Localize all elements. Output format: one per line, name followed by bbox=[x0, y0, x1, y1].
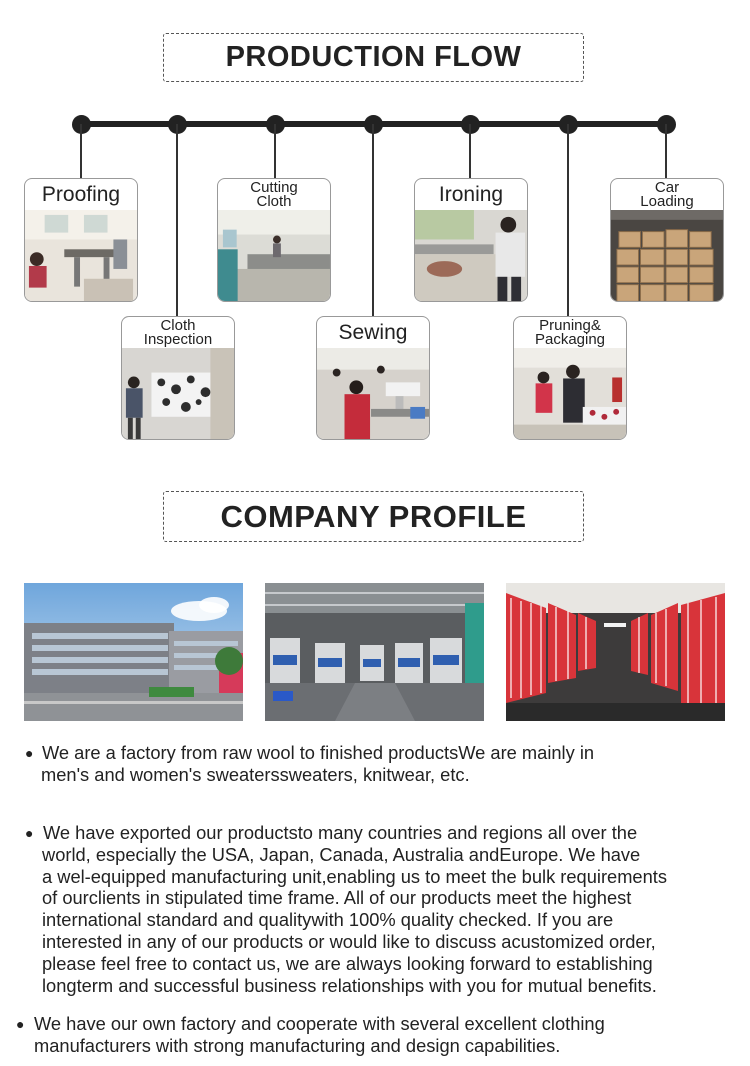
factory-building-photo bbox=[24, 583, 243, 721]
connector-line bbox=[469, 124, 471, 179]
step-card-ironing bbox=[414, 178, 528, 302]
paragraph-line: of ourclients in stipulated time frame. All of our products meet the highest bbox=[42, 887, 632, 909]
knitting-machines-photo bbox=[265, 583, 484, 721]
step-label: Proofing bbox=[41, 182, 121, 206]
step-label: Car Loading bbox=[640, 178, 694, 210]
connector-line bbox=[274, 124, 276, 179]
step-card-proofing bbox=[24, 178, 138, 302]
paragraph-line: international standard and qualitywith 100% quality checked. If you are bbox=[42, 909, 614, 931]
step-card-cutting-cloth bbox=[217, 178, 331, 302]
bullet: ● bbox=[25, 825, 34, 841]
paragraph-line: interested in any of our products or would like to discuss acustomized order, bbox=[42, 930, 656, 952]
sewing-photo bbox=[317, 348, 429, 439]
profile-paragraph bbox=[25, 742, 594, 786]
connector-line bbox=[665, 124, 667, 179]
paragraph-line: We have exported our productsto many countries and regions all over the bbox=[43, 822, 638, 843]
paragraph-line: manufacturers with strong manufacturing and design capabilities. bbox=[34, 1034, 561, 1056]
connector-line bbox=[567, 124, 569, 317]
step-card-pruning-packaging bbox=[513, 316, 627, 440]
paragraph-line: men's and women's sweaterssweaters, knitwear, etc. bbox=[41, 763, 470, 785]
ironing-photo bbox=[415, 210, 527, 301]
connector-line bbox=[176, 124, 178, 317]
step-card-cloth-inspection bbox=[121, 316, 235, 440]
step-label: Sewing bbox=[338, 320, 408, 344]
paragraph-line: world, especially the USA, Japan, Canada, Australia andEurope. We have bbox=[42, 843, 641, 865]
connector-line bbox=[372, 124, 374, 317]
proofing-photo bbox=[25, 210, 137, 301]
cutting-cloth-photo bbox=[218, 210, 330, 301]
step-label: Cloth Inspection bbox=[143, 316, 213, 348]
step-card-car-loading bbox=[610, 178, 724, 302]
pruning-packaging-photo bbox=[514, 348, 626, 439]
paragraph-line: We have our own factory and cooperate with several excellent clothing bbox=[34, 1013, 605, 1034]
step-label: Ironing bbox=[438, 182, 504, 206]
step-label: Cutting Cloth bbox=[250, 178, 298, 210]
paragraph-line: longterm and successful business relationships with you for mutual benefits. bbox=[42, 974, 657, 996]
bullet: ● bbox=[25, 745, 34, 761]
profile-paragraph bbox=[25, 822, 667, 996]
yarn-hangers-photo bbox=[506, 583, 725, 721]
step-label: Pruning& Packaging bbox=[534, 316, 606, 348]
cloth-inspection-photo bbox=[122, 348, 234, 439]
production-flow-title: PRODUCTION FLOW bbox=[163, 33, 584, 82]
paragraph-line: We are a factory from raw wool to finished productsWe are mainly in bbox=[42, 742, 595, 763]
bullet: ● bbox=[16, 1016, 25, 1032]
paragraph-line: a wel-equipped manufacturing unit,enabling us to meet the bulk requirements bbox=[42, 865, 667, 887]
company-profile-title: COMPANY PROFILE bbox=[163, 491, 584, 542]
paragraph-line: please feel free to contact us, we are always looking forward to establishing bbox=[42, 952, 653, 974]
step-card-sewing bbox=[316, 316, 430, 440]
car-loading-photo bbox=[611, 210, 723, 301]
connector-line bbox=[80, 124, 82, 179]
profile-paragraph bbox=[16, 1013, 605, 1057]
